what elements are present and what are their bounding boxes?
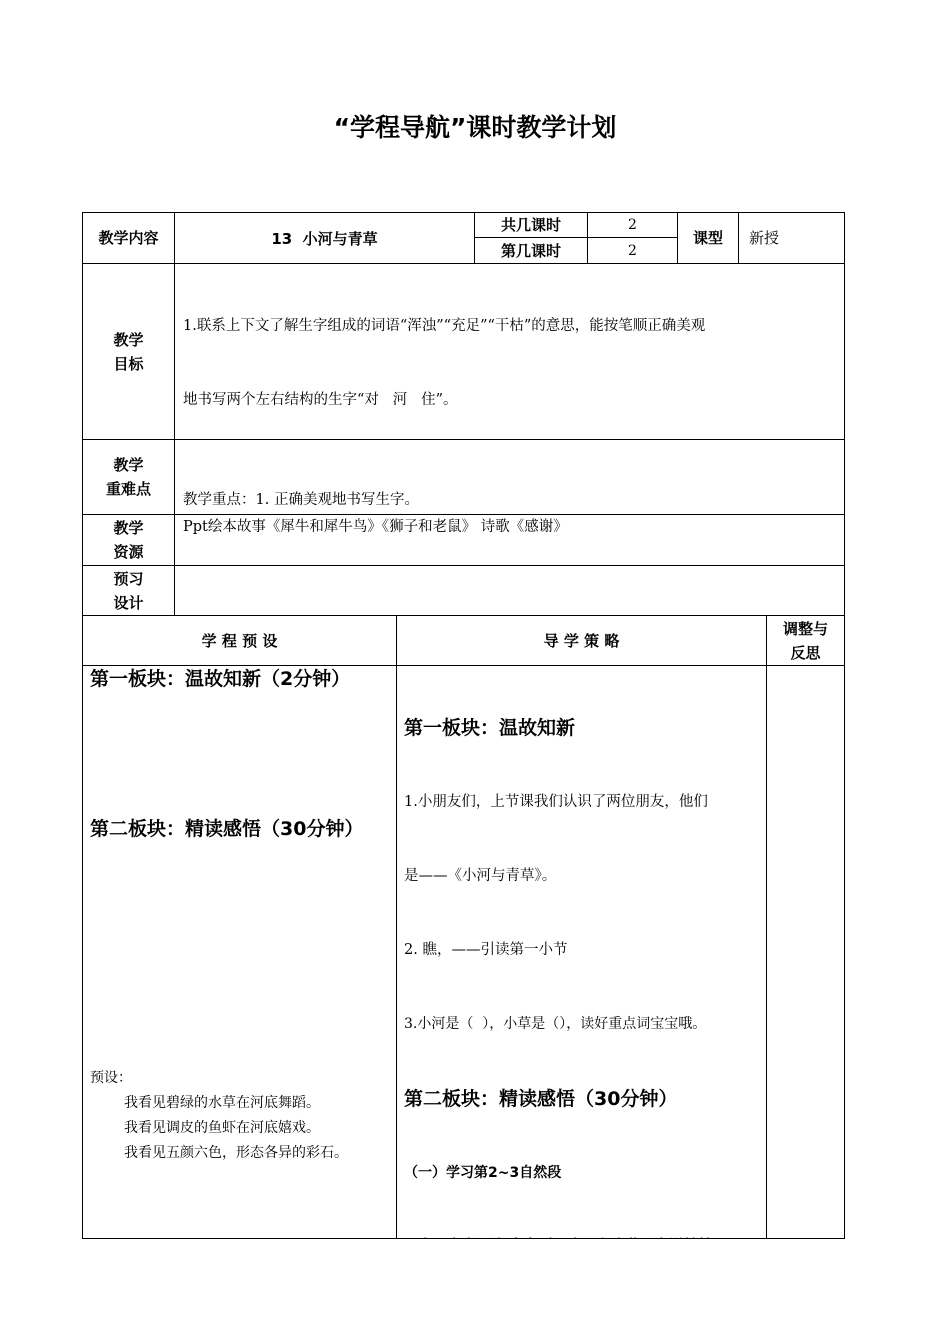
column-header-preset: 学 程 预 设 bbox=[201, 631, 278, 650]
content-label: 教学内容 bbox=[98, 229, 159, 247]
strategy-line bbox=[404, 1234, 765, 1238]
column-header-reflection bbox=[767, 616, 844, 665]
keypoints-label-line: 教学 bbox=[113, 456, 144, 474]
preset-label: 预设： bbox=[90, 1070, 132, 1086]
resources-label-line: 资源 bbox=[113, 543, 144, 561]
goal-line: 地书写两个左右结构的生字“对 河 住”。 bbox=[183, 391, 458, 408]
reflection-cell bbox=[767, 666, 844, 1238]
current-hour-value: 2 bbox=[628, 242, 637, 259]
preview-label-line: 设计 bbox=[113, 593, 144, 612]
preset-line: 我看见五颜六色，形态各异的彩石。 bbox=[124, 1145, 348, 1161]
resources-label-line: 教学 bbox=[113, 519, 144, 537]
table-border-bottom bbox=[82, 1238, 845, 1239]
table-divider bbox=[396, 615, 397, 1239]
goal-line: 1.联系上下文了解生字组成的词语“浑浊”“充足”“干枯”的意思，能按笔顺正确美观 bbox=[183, 318, 706, 335]
keypoints-text bbox=[183, 439, 843, 514]
goals-label bbox=[83, 264, 174, 439]
strategy-line: 2. 瞧，——引读第一小节 bbox=[404, 941, 568, 958]
section-subheading: （一）学习第2~3自然段 bbox=[404, 1164, 562, 1181]
goals-text bbox=[183, 264, 843, 439]
resources-text: Ppt绘本故事《犀牛和犀牛鸟》《狮子和老鼠》 诗歌《感谢》 bbox=[183, 519, 568, 535]
strategy-line: 1.小朋友们，上节课我们认识了两位朋友，他们 bbox=[404, 794, 708, 811]
total-hours-label: 共几课时 bbox=[500, 216, 561, 234]
left-block1-heading: 第一板块：温故知新（2分钟） bbox=[90, 668, 351, 690]
table-border-right bbox=[844, 212, 845, 1239]
column-header-strategy: 导 学 策 略 bbox=[543, 631, 620, 650]
lesson-title: 13 小河与青草 bbox=[271, 229, 378, 248]
keypoints-label-line: 重难点 bbox=[105, 480, 151, 498]
preview-text bbox=[183, 566, 843, 615]
keypoint-line: 教学重点：1. 正确美观地书写生字。 bbox=[183, 492, 419, 509]
resources-label bbox=[83, 515, 174, 565]
strategy-content bbox=[404, 666, 765, 1238]
page-title: “学程导航”课时教学计划 bbox=[333, 113, 617, 142]
total-hours-value: 2 bbox=[628, 217, 637, 233]
preset-line: 我看见调皮的鱼虾在河底嬉戏。 bbox=[124, 1120, 320, 1136]
goals-label-line: 目标 bbox=[113, 354, 144, 373]
lesson-type-label: 课型 bbox=[692, 229, 723, 247]
preset-line: 我看见碧绿的水草在河底舞蹈。 bbox=[124, 1095, 320, 1111]
reflection-label-line: 反思 bbox=[790, 643, 821, 662]
reflection-label-line: 调整与 bbox=[782, 619, 828, 638]
goals-label-line: 教学 bbox=[113, 330, 144, 349]
strategy-line: 3.小河是（ ），小草是（），读好重点词宝宝哦。 bbox=[404, 1015, 707, 1032]
middle-block2-heading: 第二板块：精读感悟（30分钟） bbox=[404, 1087, 678, 1110]
current-hour-label: 第几课时 bbox=[500, 241, 561, 260]
preview-label-line: 预习 bbox=[113, 569, 144, 588]
preview-label bbox=[83, 566, 174, 615]
left-block2-heading: 第二板块：精读感悟（30分钟） bbox=[90, 818, 364, 840]
keypoints-label bbox=[83, 440, 174, 514]
lesson-type-value: 新授 bbox=[749, 229, 780, 247]
strategy-line: 是——《小河与青草》。 bbox=[404, 868, 557, 885]
preset-lines bbox=[124, 1091, 394, 1166]
middle-block1-heading: 第一板块：温故知新 bbox=[404, 717, 576, 740]
table-divider bbox=[738, 212, 739, 263]
table-divider bbox=[174, 212, 175, 615]
